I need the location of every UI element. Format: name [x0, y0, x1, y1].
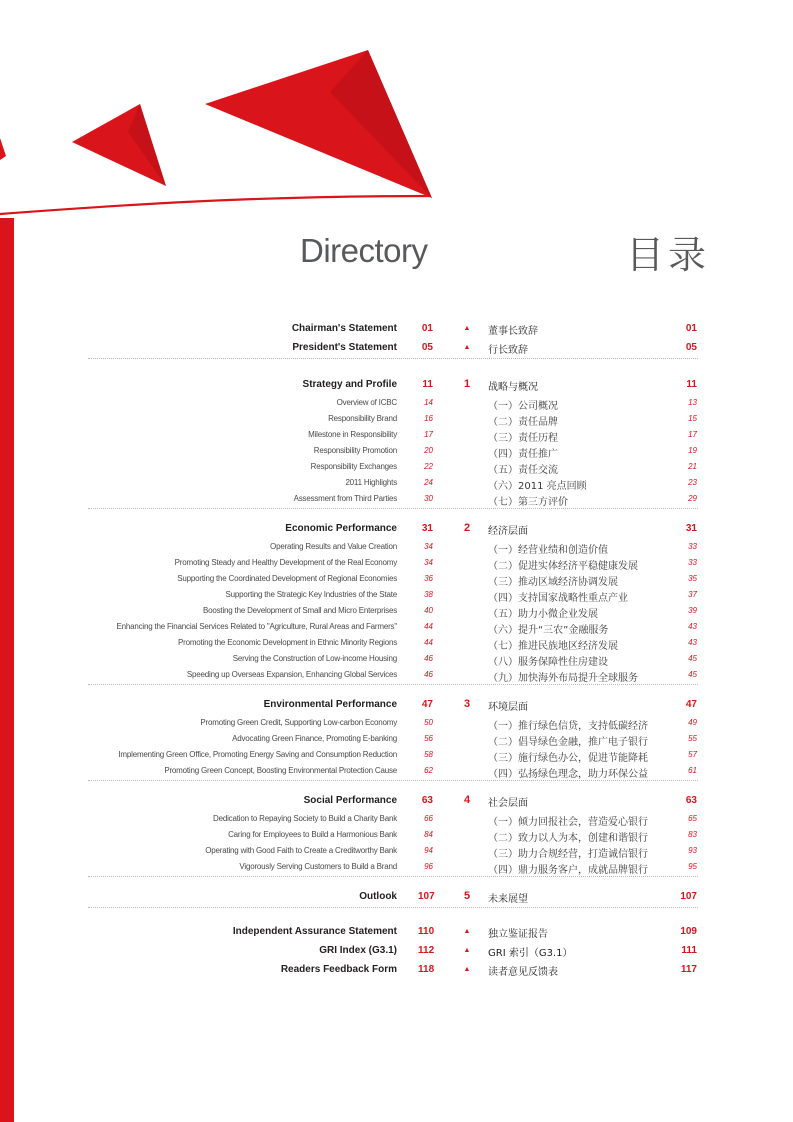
toc-section-number: 2	[463, 522, 471, 534]
toc-page-en: 107	[418, 891, 435, 902]
toc-page-zh: 45	[688, 654, 697, 663]
toc-subsection-title-zh[interactable]: （三）施行绿色办公，促进节能降耗	[488, 753, 648, 764]
toc-subsection-title-en[interactable]: Advocating Green Finance, Promoting E-banking	[232, 734, 397, 743]
toc-subsection-title-zh[interactable]: （二）责任品牌	[488, 417, 558, 428]
toc-page-en: 47	[421, 699, 433, 710]
toc-page-zh: 95	[688, 862, 697, 871]
toc-page-zh: 31	[685, 523, 697, 534]
left-red-bar	[0, 218, 14, 1122]
toc-page-en: 16	[424, 414, 433, 423]
toc-section-title-zh[interactable]: 社会层面	[488, 798, 528, 809]
toc-page-zh: 01	[685, 323, 697, 334]
toc-subsection-title-en[interactable]: Promoting Green Credit, Supporting Low-carbon Economy	[200, 718, 397, 727]
toc-page-en: 112	[418, 945, 435, 956]
toc-page-en: 11	[422, 379, 433, 390]
toc-subsection-title-zh[interactable]: （一）倾力回报社会，营造爱心银行	[488, 817, 648, 828]
toc-subsection-title-zh[interactable]: （七）第三方评价	[488, 497, 568, 508]
toc-subsection-title-zh[interactable]: （五）助力小微企业发展	[488, 609, 598, 620]
toc-page-en: 94	[424, 846, 433, 855]
toc-subsection-title-zh[interactable]: （一）经营业绩和创造价值	[488, 545, 608, 556]
toc-page-zh: 109	[680, 926, 697, 937]
toc-page-en: 20	[424, 446, 433, 455]
toc-section-title-zh[interactable]: 独立鉴证报告	[488, 929, 548, 940]
toc-subsection-title-en[interactable]: Promoting Steady and Healthy Development of the Real Economy	[174, 558, 397, 567]
toc-subsection-title-zh[interactable]: （六）提升“三农”金融服务	[488, 625, 609, 636]
toc-divider	[88, 508, 698, 509]
triangle-bullet-icon: ▲	[463, 928, 471, 935]
directory-title-chinese: 目录	[626, 233, 711, 277]
toc-page-en: 36	[424, 574, 433, 583]
toc-page-zh: 93	[688, 846, 697, 855]
toc-section-title-zh[interactable]: 行长致辞	[488, 345, 528, 356]
toc-page-zh: 23	[688, 478, 697, 487]
toc-divider	[88, 684, 698, 685]
toc-page-en: 63	[421, 795, 433, 806]
toc-page-zh: 45	[688, 670, 697, 679]
toc-page-en: 30	[424, 494, 433, 503]
toc-page-zh: 37	[688, 590, 697, 599]
toc-subsection-title-en[interactable]: Milestone in Responsibility	[308, 430, 397, 439]
toc-section-title-en[interactable]: Independent Assurance Statement	[232, 926, 397, 937]
toc-page-en: 56	[424, 734, 433, 743]
toc-section-title-zh[interactable]: 董事长致辞	[488, 326, 538, 337]
toc-section-title-en[interactable]: Strategy and Profile	[302, 379, 397, 390]
toc-subsection-title-en[interactable]: Operating with Good Faith to Create a Creditworthy Bank	[205, 846, 397, 855]
toc-page-en: 05	[421, 342, 433, 353]
toc-subsection-title-en[interactable]: Overview of ICBC	[336, 398, 397, 407]
toc-divider	[88, 358, 698, 359]
toc-subsection-title-zh[interactable]: （六）2011 亮点回顾	[488, 481, 587, 492]
toc-subsection-title-en[interactable]: Supporting the Coordinated Development of Regional Economies	[177, 574, 397, 583]
toc-subsection-title-zh[interactable]: （四）鼎力服务客户，成就品牌银行	[488, 865, 648, 876]
toc-page-en: 118	[418, 964, 435, 975]
toc-divider	[88, 876, 698, 877]
triangle-bullet-icon: ▲	[463, 947, 471, 954]
toc-page-en: 66	[424, 814, 433, 823]
triangle-bullet-icon: ▲	[463, 325, 471, 332]
toc-page-en: 14	[424, 398, 433, 407]
toc-subsection-title-en[interactable]: Responsibility Exchanges	[310, 462, 397, 471]
toc-page-zh: 65	[688, 814, 697, 823]
toc-page-en: 84	[424, 830, 433, 839]
toc-section-title-zh[interactable]: 战略与概况	[488, 382, 538, 393]
toc-page-en: 17	[424, 430, 433, 439]
toc-section-title-zh[interactable]: 未来展望	[488, 894, 528, 905]
toc-section-title-zh[interactable]: 读者意见反馈表	[488, 967, 558, 978]
toc-page-en: 62	[424, 766, 433, 775]
toc-page-zh: 49	[688, 718, 697, 727]
toc-page-en: 38	[424, 590, 433, 599]
toc-page-en: 01	[421, 323, 433, 334]
toc-subsection-title-en[interactable]: Operating Results and Value Creation	[270, 542, 397, 551]
toc-subsection-title-zh[interactable]: （五）责任交流	[488, 465, 558, 476]
toc-section-title-en[interactable]: Economic Performance	[285, 523, 397, 534]
toc-subsection-title-en[interactable]: Boosting the Development of Small and Micro Enterprises	[203, 606, 397, 615]
toc-section-title-zh[interactable]: 经济层面	[488, 526, 528, 537]
triangle-bullet-icon: ▲	[463, 966, 471, 973]
toc-subsection-title-zh[interactable]: （二）促进实体经济平稳健康发展	[488, 561, 638, 572]
toc-page-zh: 57	[688, 750, 697, 759]
toc-subsection-title-en[interactable]: Supporting the Strategic Key Industries of the State	[225, 590, 397, 599]
toc-subsection-title-zh[interactable]: （三）助力合规经营，打造诚信银行	[488, 849, 648, 860]
toc-subsection-title-en[interactable]: Responsibility Promotion	[313, 446, 397, 455]
toc-subsection-title-zh[interactable]: （八）服务保障性住房建设	[488, 657, 608, 668]
toc-section-title-en[interactable]: Outlook	[359, 891, 397, 902]
toc-page-en: 110	[418, 926, 435, 937]
toc-page-zh: 21	[688, 462, 697, 471]
toc-subsection-title-en[interactable]: Enhancing the Financial Services Related to "Agriculture, Rural Areas and Farmers"	[116, 622, 397, 631]
toc-page-en: 46	[424, 654, 433, 663]
edge-kite-icon	[0, 138, 6, 160]
toc-subsection-title-zh[interactable]: （三）推动区域经济协调发展	[488, 577, 618, 588]
toc-subsection-title-zh[interactable]: （四）弘扬绿色理念，助力环保公益	[488, 769, 648, 780]
toc-page-zh: 107	[680, 891, 697, 902]
triangle-bullet-icon: ▲	[463, 344, 471, 351]
red-kite-illustration	[0, 0, 460, 222]
toc-page-zh: 29	[688, 494, 697, 503]
toc-page-zh: 39	[688, 606, 697, 615]
toc-page-zh: 63	[685, 795, 697, 806]
toc-page-zh: 33	[688, 542, 697, 551]
toc-subsection-title-zh[interactable]: （二）倡导绿色金融，推广电子银行	[488, 737, 648, 748]
toc-subsection-title-zh[interactable]: （三）责任历程	[488, 433, 558, 444]
toc-subsection-title-en[interactable]: Speeding up Overseas Expansion, Enhancing Global Services	[186, 670, 397, 679]
toc-page-zh: 117	[680, 964, 697, 975]
toc-page-zh: 111	[681, 945, 697, 956]
toc-section-title-en[interactable]: Readers Feedback Form	[280, 964, 397, 975]
toc-subsection-title-zh[interactable]: （一）公司概况	[488, 401, 558, 412]
toc-subsection-title-zh[interactable]: （四）责任推广	[488, 449, 558, 460]
toc-subsection-title-en[interactable]: Promoting Green Concept, Boosting Environmental Protection Cause	[164, 766, 397, 775]
toc-section-title-en[interactable]: Environmental Performance	[263, 699, 397, 710]
kite-string	[0, 196, 430, 214]
toc-page-zh: 19	[688, 446, 697, 455]
toc-section-title-zh[interactable]: GRI 索引（G3.1）	[488, 948, 573, 959]
toc-page-en: 44	[424, 622, 433, 631]
toc-section-title-en[interactable]: GRI Index (G3.1)	[319, 945, 397, 956]
toc-page-zh: 05	[685, 342, 697, 353]
toc-page-zh: 61	[688, 766, 697, 775]
toc-page-zh: 43	[688, 622, 697, 631]
toc-page-en: 34	[424, 542, 433, 551]
toc-section-title-en[interactable]: President's Statement	[292, 342, 397, 353]
toc-page-en: 40	[424, 606, 433, 615]
toc-page-en: 44	[424, 638, 433, 647]
toc-page-en: 31	[421, 523, 433, 534]
toc-page-en: 22	[424, 462, 433, 471]
toc-page-zh: 83	[688, 830, 697, 839]
directory-title: Directory	[300, 232, 428, 269]
toc-page-zh: 55	[688, 734, 697, 743]
toc-page-en: 46	[424, 670, 433, 679]
toc-section-title-en[interactable]: Social Performance	[303, 795, 397, 806]
toc-page-zh: 13	[688, 398, 697, 407]
toc-page-en: 50	[424, 718, 433, 727]
toc-page-zh: 11	[686, 379, 697, 390]
toc-section-number: 4	[463, 794, 471, 806]
toc-subsection-title-zh[interactable]: （九）加快海外布局提升全球服务	[488, 673, 638, 684]
toc-subsection-title-en[interactable]: Promoting the Economic Development in Ethnic Minority Regions	[177, 638, 397, 647]
toc-page-zh: 17	[688, 430, 697, 439]
toc-section-number: 1	[463, 378, 471, 390]
toc-section-title-en[interactable]: Chairman's Statement	[291, 323, 397, 334]
toc-page-en: 24	[424, 478, 433, 487]
toc-subsection-title-en[interactable]: Vigorously Serving Customers to Build a Brand	[239, 862, 397, 871]
toc-subsection-title-zh[interactable]: （四）支持国家战略性重点产业	[488, 593, 628, 604]
toc-divider	[88, 907, 698, 908]
toc-subsection-title-zh[interactable]: （七）推进民族地区经济发展	[488, 641, 618, 652]
toc-subsection-title-en[interactable]: Responsibility Brand	[328, 414, 397, 423]
toc-page-en: 34	[424, 558, 433, 567]
toc-subsection-title-en[interactable]: 2011 Highlights	[345, 478, 397, 487]
toc-subsection-title-en[interactable]: Assessment from Third Parties	[293, 494, 397, 503]
toc-divider	[88, 780, 698, 781]
toc-section-title-zh[interactable]: 环境层面	[488, 702, 528, 713]
toc-subsection-title-zh[interactable]: （一）推行绿色信贷，支持低碳经济	[488, 721, 648, 732]
toc-page-zh: 43	[688, 638, 697, 647]
toc-section-number: 5	[463, 890, 471, 902]
toc-subsection-title-en[interactable]: Serving the Construction of Low-income Housing	[232, 654, 397, 663]
toc-page-zh: 47	[685, 699, 697, 710]
toc-page-en: 96	[424, 862, 433, 871]
toc-subsection-title-en[interactable]: Caring for Employees to Build a Harmonious Bank	[228, 830, 397, 839]
toc-subsection-title-en[interactable]: Dedication to Repaying Society to Build a Charity Bank	[213, 814, 397, 823]
toc-page-zh: 15	[688, 414, 697, 423]
toc-page-zh: 35	[688, 574, 697, 583]
toc-page-zh: 33	[688, 558, 697, 567]
toc-subsection-title-en[interactable]: Implementing Green Office, Promoting Energy Saving and Consumption Reduction	[118, 750, 397, 759]
toc-page-en: 58	[424, 750, 433, 759]
toc-subsection-title-zh[interactable]: （二）致力以人为本，创建和谐银行	[488, 833, 648, 844]
toc-section-number: 3	[463, 698, 471, 710]
